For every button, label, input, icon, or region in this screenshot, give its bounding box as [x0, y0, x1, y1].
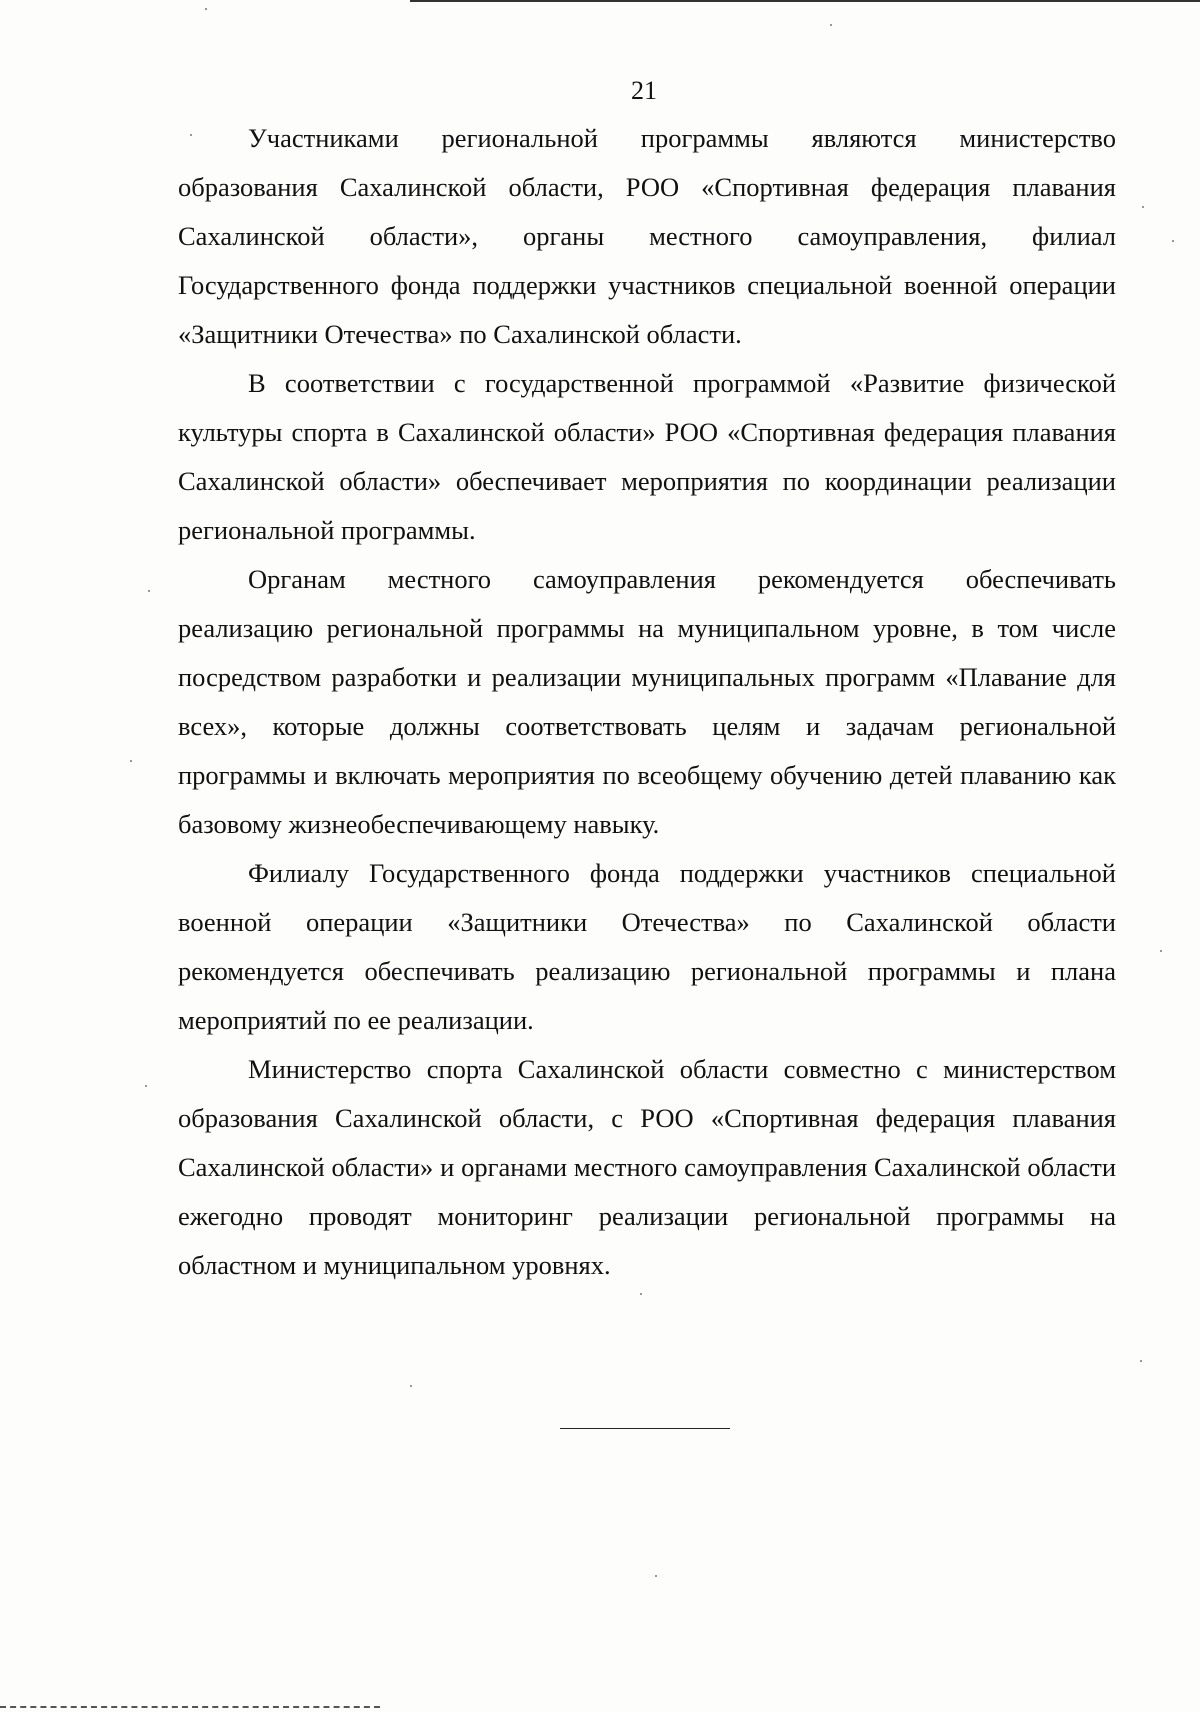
- paragraph-monitoring: Министерство спорта Сахалинской области совместно с министерством образования Сахалинской области, с РОО «Спортивная федерация плавания Сахалинской области» и органами местного самоуправления Сахалинской области ежегодно проводят мониторинг реализации региональной программы на областном и муниципальном уровнях.: [178, 1054, 1116, 1280]
- page-number: 21: [631, 76, 657, 105]
- scan-speck: [1172, 240, 1174, 242]
- scan-speck: [410, 1385, 412, 1387]
- scan-speck: [190, 134, 192, 136]
- scan-speck: [830, 24, 832, 26]
- top-scan-edge-line: [410, 0, 1200, 2]
- document-body: [178, 114, 1116, 1290]
- paragraph-local-government: Органам местного самоуправления рекомендуется обеспечивать реализацию региональной программы на муниципальном уровне, в том числе посредством разработки и реализации муниципальных программ «Плавание для всех», которые должны соответствовать целям и задачам региональной программы и включать мероприятия по всеобщему обучению детей плаванию как базовому жизнеобеспечивающему навыку.: [178, 564, 1116, 839]
- scan-speck: [655, 1575, 657, 1577]
- paragraph-participants: Участниками региональной программы являются министерство образования Сахалинской области, РОО «Спортивная федерация плавания Сахалинской области», органы местного самоуправления, филиал Государственного фонда поддержки участников специальной военной операции «Защитники Отечества» по Сахалинской области.: [178, 123, 1116, 349]
- scan-speck: [1142, 206, 1144, 208]
- bottom-scan-edge-line: [0, 1706, 380, 1708]
- scan-speck: [640, 1293, 642, 1295]
- scan-speck: [148, 590, 150, 592]
- scan-speck: [205, 8, 207, 10]
- paragraph-coordination: В соответствии с государственной программой «Развитие физической культуры спорта в Сахалинской области» РОО «Спортивная федерация плавания Сахалинской области» обеспечивает мероприятия по координации реализации региональной программы.: [178, 368, 1116, 545]
- scan-speck: [130, 760, 132, 762]
- paragraph-fund-branch: Филиалу Государственного фонда поддержки участников специальной военной операции «Защитники Отечества» по Сахалинской области рекомендуется обеспечивать реализацию региональной программы и плана мероприятий по ее реализации.: [178, 858, 1116, 1035]
- end-of-text-rule: [560, 1428, 730, 1429]
- scan-speck: [145, 1085, 147, 1087]
- scan-speck: [1140, 1360, 1142, 1362]
- scan-speck: [1160, 950, 1162, 952]
